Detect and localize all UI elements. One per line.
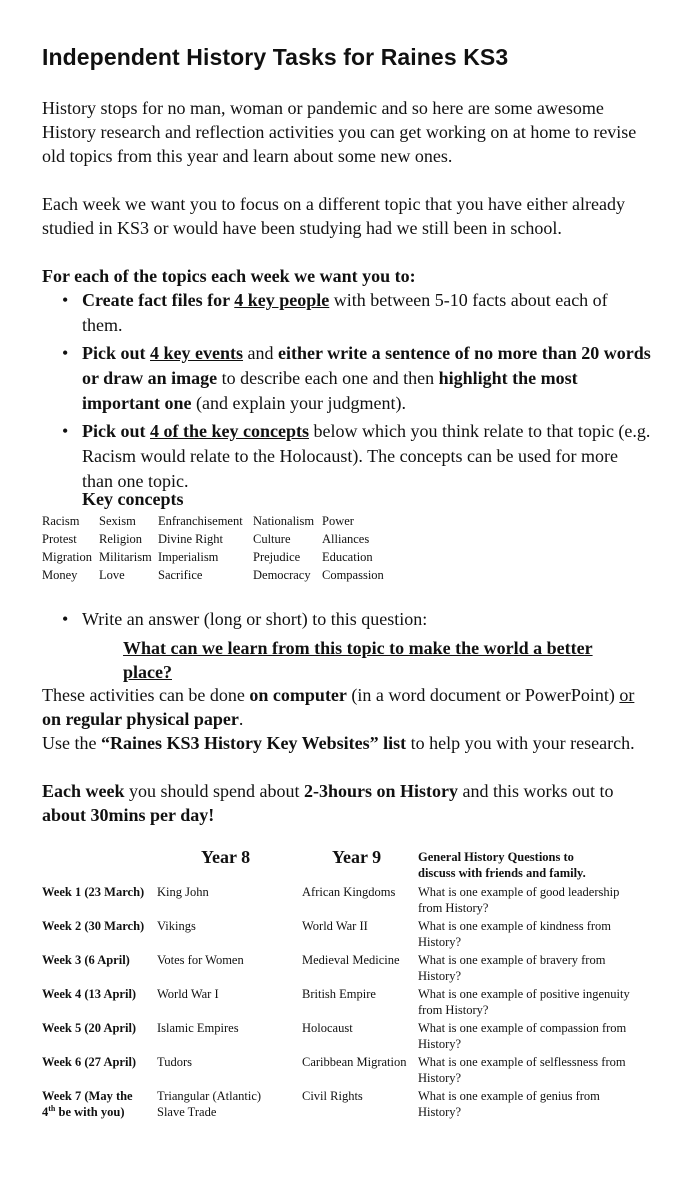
week7-line1: Week 7 (May the xyxy=(42,1089,133,1103)
table-row xyxy=(42,952,633,986)
bold-span: about 30mins per day! xyxy=(42,805,215,825)
header-year9 xyxy=(302,849,418,884)
schedule-table xyxy=(42,849,633,1122)
intro-focus-paragraph: Each week we want you to focus on a different topic that you have either already studied in KS3 or would have been studying had we still been in school. xyxy=(42,194,625,238)
tasks-lead-text: For each of the topics each week we want you to: xyxy=(42,266,416,286)
task2-underline: 4 key events xyxy=(150,343,244,363)
task-list xyxy=(42,288,652,494)
concept-cell: Sacrifice xyxy=(158,568,203,582)
table-row xyxy=(42,1054,633,1088)
concept-cell: Prejudice xyxy=(253,550,301,564)
task1-underline: 4 key people xyxy=(234,290,330,310)
text-span: Use the xyxy=(42,733,101,753)
task-fact-files xyxy=(42,288,652,338)
question-bullet xyxy=(42,607,652,632)
time-paragraph xyxy=(42,779,652,827)
week7-sup: th xyxy=(48,1103,56,1113)
week-cell: Week 4 (13 April) xyxy=(42,987,137,1001)
text-span: to help you with your research. xyxy=(406,733,635,753)
text-span: . xyxy=(238,709,244,729)
task3-rest: below which you think relate to that topic (e.g. Racism would relate to the Holocaust). The concepts can be used for more than one topic. xyxy=(82,421,651,491)
year9-topic-cell: World War II xyxy=(302,919,368,933)
bullet-dot: • xyxy=(62,290,69,310)
concepts-row xyxy=(42,548,422,566)
table-row xyxy=(42,1020,633,1054)
page-title: Independent History Tasks for Raines KS3 xyxy=(42,44,509,70)
task-answer-question xyxy=(42,607,652,632)
week-cell: Week 1 (23 March) xyxy=(42,885,145,899)
concept-cell: Militarism xyxy=(99,550,152,564)
task1-rest: with between 5-10 facts about each of them. xyxy=(82,290,608,335)
key-concepts-grid xyxy=(42,512,422,584)
text-span: (in a word document or PowerPoint) xyxy=(346,685,620,705)
week-cell: Week 6 (27 April) xyxy=(42,1055,137,1069)
activities-paragraph xyxy=(42,683,652,731)
reflection-question: What can we learn from this topic to make the world a better place? xyxy=(123,638,593,682)
concept-cell: Nationalism xyxy=(253,514,315,528)
header-year8-label: Year 8 xyxy=(201,847,251,867)
concept-cell: Culture xyxy=(253,532,291,546)
text-span: These activities can be done xyxy=(42,685,250,705)
question-cell: What is one example of kindness from History? xyxy=(418,919,612,949)
text-span: and this works out to xyxy=(458,781,614,801)
table-row xyxy=(42,986,633,1020)
question-cell: What is one example of genius from History? xyxy=(418,1089,600,1119)
table-header-row xyxy=(42,849,633,884)
header-blank-cell xyxy=(42,849,157,884)
task2-bold3: highlight the most important one xyxy=(82,368,578,413)
concept-cell: Divine Right xyxy=(158,532,223,546)
question-cell: What is one example of selflessness from History? xyxy=(418,1055,626,1085)
year9-topic-cell: African Kingdoms xyxy=(302,885,396,899)
task2-mid2: to describe each one and then xyxy=(217,368,439,388)
task3-bold: Pick out xyxy=(82,421,151,441)
year8-topic-cell: King John xyxy=(157,885,209,899)
question-cell: What is one example of good leadership from History? xyxy=(418,885,620,915)
underline-span: or xyxy=(619,685,635,705)
year9-topic-cell: Medieval Medicine xyxy=(302,953,400,967)
year8-topic-text: Triangular (Atlantic) Slave Trade xyxy=(157,1089,262,1119)
task2-mid1: and xyxy=(243,343,279,363)
task2-bold2: either write a sentence of no more than 20 words or draw an image xyxy=(82,343,651,388)
key-concepts-title: Key concepts xyxy=(82,489,184,509)
bold-span: on regular physical paper xyxy=(42,709,239,729)
concept-cell: Education xyxy=(322,550,373,564)
header-year8 xyxy=(157,849,302,884)
task2-bold1: Pick out xyxy=(82,343,151,363)
year8-topic-cell: Tudors xyxy=(157,1055,192,1069)
task-key-events xyxy=(42,341,652,416)
concept-cell: Alliances xyxy=(322,532,370,546)
question-cell: What is one example of bravery from History? xyxy=(418,953,606,983)
bold-span: 2-3hours on History xyxy=(304,781,459,801)
tasks-lead xyxy=(42,264,652,288)
task2-rest: (and explain your judgment). xyxy=(191,393,406,413)
question-cell: What is one example of positive ingenuity from History? xyxy=(418,987,630,1017)
year8-topic-cell: Islamic Empires xyxy=(157,1021,239,1035)
year8-topic-cell: Vikings xyxy=(157,919,196,933)
week-cell: Week 5 (20 April) xyxy=(42,1021,137,1035)
text-span: you should spend about xyxy=(124,781,304,801)
concept-cell: Racism xyxy=(42,514,80,528)
year8-topic-cell: World War I xyxy=(157,987,219,1001)
year9-topic-cell: Civil Rights xyxy=(302,1089,363,1103)
week7-num: 4 xyxy=(42,1105,49,1119)
week-cell: Week 3 (6 April) xyxy=(42,953,130,967)
question-cell: What is one example of compassion from History? xyxy=(418,1021,627,1051)
year8-topic-cell xyxy=(157,1088,302,1122)
year8-topic-cell: Votes for Women xyxy=(157,953,244,967)
concept-cell: Power xyxy=(322,514,354,528)
concept-cell: Imperialism xyxy=(158,550,219,564)
concept-cell: Money xyxy=(42,568,78,582)
bullet-dot: • xyxy=(62,609,69,629)
week7-line2: be with you) xyxy=(55,1105,125,1119)
year9-topic-cell: Caribbean Migration xyxy=(302,1055,407,1069)
task-key-concepts xyxy=(42,419,652,494)
concept-cell: Protest xyxy=(42,532,77,546)
year9-topic-cell: British Empire xyxy=(302,987,376,1001)
concepts-row xyxy=(42,566,422,584)
table-row xyxy=(42,918,633,952)
concept-cell: Love xyxy=(99,568,125,582)
week-cell xyxy=(42,1088,157,1122)
task1-bold: Create fact files for xyxy=(82,290,235,310)
task4-text: Write an answer (long or short) to this question: xyxy=(82,609,428,629)
concept-cell: Religion xyxy=(99,532,143,546)
header-general xyxy=(418,849,633,884)
concept-cell: Compassion xyxy=(322,568,384,582)
concepts-row xyxy=(42,512,422,530)
concept-cell: Sexism xyxy=(99,514,136,528)
year9-topic-cell: Holocaust xyxy=(302,1021,353,1035)
bold-span: Each week xyxy=(42,781,125,801)
bullet-dot: • xyxy=(62,421,69,441)
concept-cell: Enfranchisement xyxy=(158,514,243,528)
bold-span: on computer xyxy=(249,685,347,705)
concept-cell: Democracy xyxy=(253,568,311,582)
concept-cell: Migration xyxy=(42,550,92,564)
websites-paragraph xyxy=(42,731,652,755)
table-row xyxy=(42,884,633,918)
task3-underline: 4 of the key concepts xyxy=(150,421,309,441)
header-general-label: General History Questions to discuss with friends and family. xyxy=(418,850,586,880)
week-cell: Week 2 (30 March) xyxy=(42,919,145,933)
concepts-row xyxy=(42,530,422,548)
table-row xyxy=(42,1088,633,1122)
bullet-dot: • xyxy=(62,343,69,363)
intro-paragraph: History stops for no man, woman or pandemic and so here are some awesome History research and reflection activities you can get working on at home to revise old topics from this year and learn about some new ones. xyxy=(42,98,637,166)
bold-span: “Raines KS3 History Key Websites” list xyxy=(100,733,407,753)
header-year9-label: Year 9 xyxy=(332,847,382,867)
